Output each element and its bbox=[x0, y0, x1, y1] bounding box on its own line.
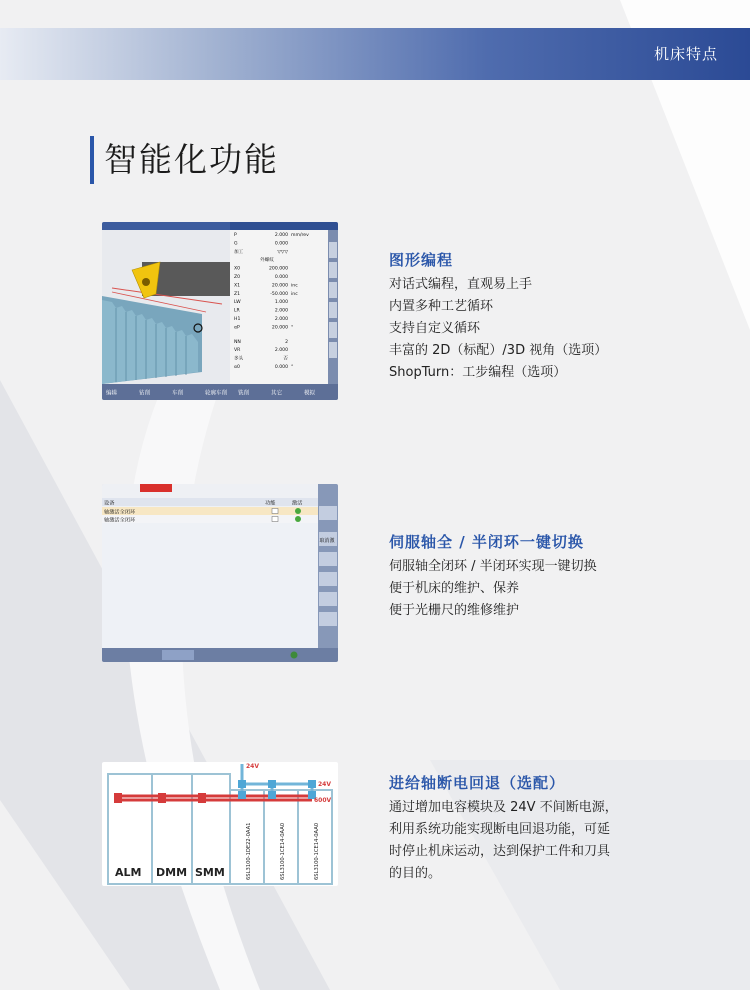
param-value[interactable]: 200.000 bbox=[269, 266, 288, 272]
param-name: LW bbox=[234, 300, 241, 306]
param-name: 多头 bbox=[234, 356, 244, 362]
param-value[interactable]: 2 bbox=[285, 339, 288, 345]
param-value[interactable]: 2.000 bbox=[274, 348, 288, 354]
feature-line: 丰富的 2D（标配）/3D 视角（选项） bbox=[389, 343, 608, 358]
param-value[interactable]: -50.000 bbox=[270, 291, 288, 297]
cancel-activate-button[interactable]: 取消激 bbox=[319, 538, 335, 544]
param-value[interactable]: 0.000 bbox=[274, 275, 288, 280]
softkey-button[interactable]: 其它 bbox=[271, 390, 283, 397]
feature-line: 便于光栅尺的维修维护 bbox=[389, 603, 520, 618]
feature-line: 时停止机床运动，达到保护工件和刀具 bbox=[389, 844, 611, 859]
alarm-tab bbox=[140, 484, 172, 492]
param-value[interactable]: 1.000 bbox=[274, 300, 288, 306]
cnc-programming-screenshot bbox=[102, 222, 338, 400]
part-number: 6SL3100-1DE22-0AA1 bbox=[246, 822, 252, 880]
voltage-24v-top: 24V bbox=[246, 763, 259, 770]
softkey-button[interactable]: 编辑 bbox=[106, 390, 118, 397]
softkey-button[interactable]: 轮廓车削 bbox=[205, 390, 228, 397]
feature-line: 内置多种工艺循环 bbox=[389, 299, 494, 314]
param-name: X0 bbox=[234, 266, 241, 272]
softkey-button[interactable]: 车削 bbox=[172, 390, 184, 397]
loop-screen-graphic bbox=[102, 484, 338, 662]
param-value[interactable]: 20.000 bbox=[271, 325, 288, 331]
softkey-bar bbox=[102, 648, 338, 662]
param-value[interactable]: 0.000 bbox=[274, 365, 288, 370]
row-label: 轴激活全闭环 bbox=[104, 509, 136, 516]
row-label: 轴激活全闭环 bbox=[104, 517, 136, 524]
param-name: VR bbox=[234, 348, 241, 354]
param-name: P bbox=[234, 233, 237, 238]
feature-line: 支持自定义循环 bbox=[389, 321, 481, 336]
param-name: α0 bbox=[234, 365, 240, 370]
alm-label: ALM bbox=[115, 866, 142, 879]
param-name: H1 bbox=[234, 317, 241, 322]
title-accent-bar bbox=[90, 136, 94, 184]
voltage-24v-right: 24V bbox=[318, 781, 331, 788]
param-unit: inc bbox=[291, 283, 298, 289]
dmm-label: DMM bbox=[156, 866, 188, 879]
function-checkbox[interactable] bbox=[272, 517, 278, 522]
part-number: 6SL3100-1CE14-0AA0 bbox=[314, 822, 320, 880]
smm-label: SMM bbox=[195, 866, 225, 879]
section-heading-closed-loop: 伺服轴全 / 半闭环一键切换 bbox=[389, 533, 584, 551]
param-value[interactable]: 0.000 bbox=[274, 241, 288, 247]
module-diagram bbox=[102, 762, 338, 886]
section-heading-power-retract: 进给轴断电回退（选配） bbox=[389, 774, 566, 792]
param-unit: ° bbox=[291, 325, 294, 331]
column-active: 激活 bbox=[292, 500, 303, 507]
param-value[interactable]: 2.000 bbox=[274, 233, 288, 238]
section-lines-graphic-programming bbox=[389, 274, 607, 384]
param-unit: mm/rev bbox=[291, 233, 309, 238]
param-name: Z1 bbox=[234, 291, 241, 297]
param-unit: inc bbox=[291, 291, 298, 297]
active-check-icon bbox=[295, 508, 301, 514]
column-function: 功能 bbox=[265, 500, 276, 507]
softkey-button[interactable]: 模拟 bbox=[304, 390, 316, 397]
cnc-screen-graphic bbox=[102, 222, 338, 400]
title-strip bbox=[102, 222, 230, 230]
param-value[interactable]: 外螺纹 bbox=[260, 258, 274, 264]
param-unit: ° bbox=[291, 365, 294, 370]
feature-line: 的目的。 bbox=[389, 866, 442, 881]
function-checkbox[interactable] bbox=[272, 509, 278, 514]
param-value[interactable]: ▽▽▽ bbox=[277, 249, 288, 255]
param-value[interactable]: 2.000 bbox=[274, 317, 288, 322]
section-heading-graphic-programming: 图形编程 bbox=[389, 251, 454, 269]
voltage-600v: 600V bbox=[314, 797, 332, 804]
feature-line: 利用系统功能实现断电回退功能，可延 bbox=[389, 822, 611, 837]
feature-line: 伺服轴全闭环 / 半闭环实现一键切换 bbox=[389, 559, 597, 574]
param-name: NN bbox=[234, 339, 241, 345]
header-label: 机床特点 bbox=[653, 45, 718, 63]
section-lines-closed-loop bbox=[389, 556, 597, 622]
section-lines-power-retract bbox=[389, 797, 618, 885]
page-title: 智能化功能 bbox=[104, 140, 279, 179]
closed-loop-screenshot bbox=[102, 484, 338, 662]
active-check-icon bbox=[295, 516, 301, 522]
header-band bbox=[0, 28, 750, 80]
param-value[interactable]: 否 bbox=[283, 356, 288, 362]
param-value[interactable]: 2.000 bbox=[274, 308, 288, 314]
softkey-button[interactable]: 铣削 bbox=[238, 390, 250, 397]
feature-line: 对话式编程，直观易上手 bbox=[389, 277, 533, 292]
param-name: Z0 bbox=[234, 275, 241, 280]
part-number: 6SL3100-1CE14-0AA0 bbox=[280, 822, 286, 880]
param-name: αP bbox=[234, 325, 240, 331]
param-name: G bbox=[234, 241, 238, 247]
param-value[interactable]: 20.000 bbox=[271, 283, 288, 289]
column-device: 设备 bbox=[104, 500, 115, 507]
param-name: X1 bbox=[234, 283, 241, 289]
feature-line: 便于机床的维护、保养 bbox=[389, 581, 520, 596]
param-name: LR bbox=[234, 308, 240, 314]
feature-line: 通过增加电容模块及 24V 不间断电源， bbox=[389, 800, 618, 815]
power-retract-diagram bbox=[102, 762, 338, 886]
softkey-button[interactable]: 钻削 bbox=[139, 390, 151, 397]
param-name: 加工 bbox=[234, 249, 244, 255]
feature-line: ShopTurn：工步编程（选项） bbox=[389, 365, 567, 380]
